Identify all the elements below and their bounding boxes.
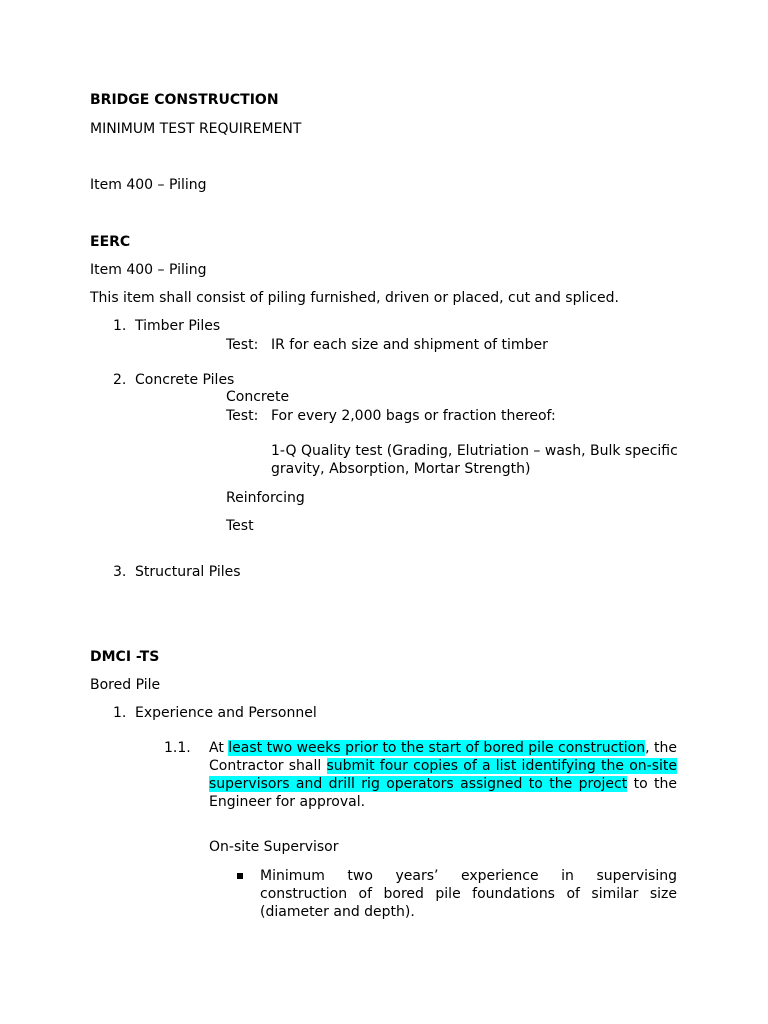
- list-item-concrete-piles: Concrete Piles: [135, 372, 235, 388]
- onsite-supervisor-heading: On-site Supervisor: [209, 839, 339, 855]
- reinforcing-label: Reinforcing: [226, 490, 305, 506]
- document-subtitle: MINIMUM TEST REQUIREMENT: [90, 121, 302, 137]
- timber-test-value: IR for each size and shipment of timber: [271, 337, 548, 353]
- dmci-subheading: Bored Pile: [90, 677, 161, 693]
- paragraph-text: , the Contractor shall: [209, 740, 677, 774]
- submission-paragraph: [209, 739, 677, 811]
- list-item-experience-personnel: Experience and Personnel: [135, 705, 317, 721]
- item-heading: Item 400 – Piling: [90, 177, 207, 193]
- square-bullet-icon: [237, 873, 243, 879]
- quality-test-line-2: gravity, Absorption, Mortar Strength): [271, 461, 531, 477]
- paragraph-text: to the Engineer for approval.: [209, 776, 677, 810]
- list-number: 1.: [113, 318, 127, 334]
- document-title: BRIDGE CONSTRUCTION: [90, 92, 279, 108]
- timber-test-label: Test:: [226, 337, 259, 353]
- list-item-structural-piles: Structural Piles: [135, 564, 241, 580]
- dmci-heading: DMCI -TS: [90, 649, 160, 665]
- list-number: 3.: [113, 564, 127, 580]
- paragraph-text: At: [209, 740, 229, 756]
- concrete-sub-label: Concrete: [226, 389, 290, 405]
- list-item-timber-piles: Timber Piles: [135, 318, 221, 334]
- highlighted-text: submit four copies of a list identifying the on-site supervisors and drill rig operators assigned to the project: [209, 758, 677, 792]
- eerc-heading: EERC: [90, 234, 131, 250]
- sub-list-number: 1.1.: [164, 740, 191, 756]
- eerc-description: This item shall consist of piling furnished, driven or placed, cut and spliced.: [90, 290, 619, 306]
- concrete-test-label: Test:: [226, 408, 259, 424]
- eerc-item: Item 400 – Piling: [90, 262, 207, 278]
- quality-test-line-1: 1-Q Quality test (Grading, Elutriation – wash, Bulk specific: [271, 443, 678, 459]
- concrete-test-value: For every 2,000 bags or fraction thereof:: [271, 408, 556, 424]
- reinforcing-test-label: Test: [226, 518, 254, 534]
- list-number: 2.: [113, 372, 127, 388]
- list-number: 1.: [113, 705, 127, 721]
- supervisor-requirement: Minimum two years’ experience in supervising construction of bored pile foundations of similar size (diameter and depth).: [260, 868, 677, 920]
- highlighted-text: least two weeks prior to the start of bored pile construction: [228, 740, 646, 756]
